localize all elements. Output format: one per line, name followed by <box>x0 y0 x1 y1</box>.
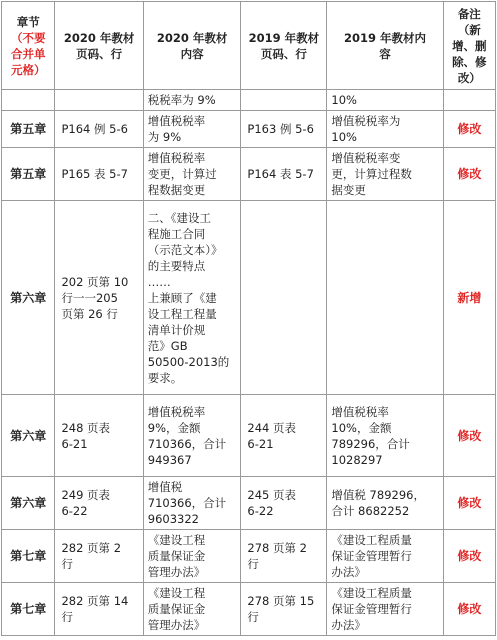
page-2020-cell <box>55 111 143 148</box>
page-2020-cell-line: P164 例 5-6 <box>61 122 128 136</box>
page-2020-cell-line: 6-21 <box>61 436 88 451</box>
table-row <box>2 111 496 148</box>
content-2019-cell-line: 更，计算过程数 <box>331 167 412 181</box>
header-2019-page: 2019 年教材 页码、行 <box>241 2 327 90</box>
page-2019-cell-line: 行 <box>247 610 259 624</box>
page-2020-cell-line: 行 <box>61 610 73 624</box>
content-2019-cell-line: 办法》 <box>331 565 366 579</box>
action-cell: 修改 <box>443 111 495 148</box>
content-2019-cell-line: 789296，合计 <box>331 436 410 451</box>
action-cell: 修改 <box>443 530 495 583</box>
header-2020-page: 2020 年教材 页码、行 <box>55 2 143 90</box>
chapter-cell: 第六章 <box>2 477 55 530</box>
content-2019-cell-line: 《建设工程质量 <box>331 533 412 547</box>
header-chapter-note: （不要 <box>10 30 46 45</box>
content-2020-cell-line: 变更，计算过 <box>147 167 217 181</box>
header-note: 备注 （新 增、删 除、修 改） <box>443 2 495 90</box>
content-2020-cell <box>143 148 241 201</box>
chapter-cell: 第六章 <box>2 395 55 477</box>
content-2019-cell-line: 10%，金额 <box>331 420 392 435</box>
header-chapter-note: 元格） <box>10 62 46 77</box>
comparison-table <box>1 1 496 636</box>
header-chapter-note: 合并单 <box>10 46 46 61</box>
page-2019-cell-line: 6-22 <box>247 504 274 518</box>
content-2020-cell-line: 增值税税率 <box>147 114 206 128</box>
content-2019-cell <box>327 111 443 148</box>
chapter-cell: 第六章 <box>2 201 55 395</box>
content-2020-cell-line: 质量保证金 <box>147 602 206 616</box>
action-cell: 修改 <box>443 148 495 201</box>
content-2019-cell <box>327 395 443 477</box>
header-chapter-label: 章节 <box>16 14 40 29</box>
content-2020-cell <box>143 90 241 111</box>
page-2020-cell <box>55 395 143 477</box>
content-2019-cell-line: 增值税税率变 <box>331 151 401 165</box>
content-2019-cell-line: 办法》 <box>331 618 366 632</box>
page-2020-cell <box>55 148 143 201</box>
action-cell: 新增 <box>443 201 495 395</box>
page-2019-cell-line: 行 <box>247 557 259 571</box>
content-2020-cell-line: 设工程工程量 <box>147 306 217 321</box>
page-2019-cell-line: 278 页第 2 <box>247 541 307 555</box>
chapter-cell: 第五章 <box>2 148 55 201</box>
content-2019-cell-line: 10% <box>331 130 357 144</box>
page-2019-cell-line: P163 例 5-6 <box>247 122 314 136</box>
page-2019-cell <box>241 530 327 583</box>
page-2019-cell <box>241 90 327 111</box>
content-2019-cell <box>327 583 443 636</box>
chapter-cell: 第七章 <box>2 530 55 583</box>
table-row <box>2 583 496 636</box>
page-2020-cell-line: 行 <box>61 557 73 571</box>
page-2020-cell-line: 248 页表 <box>61 420 111 435</box>
content-2020-cell-line: 要求。 <box>147 370 183 385</box>
content-2020-cell-line: 为 9% <box>147 130 182 144</box>
content-2019-cell-line: 合计 8682252 <box>331 504 410 518</box>
content-2019-cell <box>327 201 443 395</box>
content-2019-cell-line: 据变更 <box>331 183 366 197</box>
content-2020-cell-line: 9%，金额 <box>147 420 201 435</box>
page-2020-cell-line: 282 页第 2 <box>61 541 122 555</box>
chapter-cell: 第五章 <box>2 111 55 148</box>
page-2019-cell-line: P164 表 5-7 <box>247 167 314 181</box>
content-2020-cell-line: 管理办法》 <box>147 565 206 579</box>
content-2019-cell-line: 《建设工程质量 <box>331 586 412 600</box>
action-cell: 修改 <box>443 583 495 636</box>
action-cell: 修改 <box>443 477 495 530</box>
content-2020-cell-line: 710366，合计 <box>147 496 227 510</box>
content-2019-cell-line: 保证金管理暂行 <box>331 602 412 616</box>
action-cell: 修改 <box>443 395 495 477</box>
content-2020-cell-line: 增值税税率 <box>147 151 206 165</box>
chapter-cell: 第七章 <box>2 583 55 636</box>
table-row <box>2 530 496 583</box>
header-2019-content: 2019 年教材内 容 <box>327 2 443 90</box>
content-2020-cell-line: 的主要特点 <box>147 258 206 273</box>
page-2019-cell <box>241 477 327 530</box>
content-2019-cell-line: 保证金管理暂行 <box>331 549 412 563</box>
content-2020-cell <box>143 395 241 477</box>
page-2020-cell-line: 6-22 <box>61 504 88 518</box>
page-2020-cell-line: 249 页表 <box>61 488 111 502</box>
header-row <box>2 2 496 90</box>
content-2020-cell-line: （示范文本）》 <box>147 242 223 257</box>
content-2020-cell-line: 管理办法》 <box>147 618 206 632</box>
content-2019-cell-line: 增值税 789296， <box>331 488 425 502</box>
page-2019-cell-line: 6-21 <box>247 436 274 451</box>
content-2020-cell-line: 税税率为 9% <box>147 93 216 107</box>
page-2019-cell-line: 278 页第 15 <box>247 594 315 608</box>
header-chapter <box>2 2 55 90</box>
page-2020-cell-line: P165 表 5-7 <box>61 167 128 181</box>
content-2020-cell-line: …… <box>147 274 171 289</box>
content-2020-cell-line: 《建设工程 <box>147 586 206 600</box>
page-2020-cell <box>55 583 143 636</box>
page-2019-cell-line: 245 页表 <box>247 488 297 502</box>
content-2020-cell-line: 949367 <box>147 452 192 467</box>
table-row <box>2 148 496 201</box>
content-2020-cell-line: 50500-2013的 <box>147 354 230 369</box>
content-2020-cell <box>143 111 241 148</box>
content-2020-cell-line: 程数据变更 <box>147 183 206 197</box>
content-2019-cell-line: 10% <box>331 93 357 107</box>
content-2019-cell-line: 增值税税率 <box>331 404 389 419</box>
content-2020-cell-line: 上兼顾了《建 <box>147 290 217 305</box>
page-2020-cell <box>55 90 143 111</box>
content-2020-cell <box>143 583 241 636</box>
content-2020-cell-line: 二、《建设工 <box>147 210 212 225</box>
page-2019-cell <box>241 583 327 636</box>
content-2020-cell-line: 710366，合计 <box>147 436 227 451</box>
page-2020-cell-line: 282 页第 14 <box>61 594 129 608</box>
content-2020-cell-line: 《建设工程 <box>147 533 206 547</box>
page-2020-cell-line: 页第 26 行 <box>61 306 118 321</box>
content-2020-cell-line: 质量保证金 <box>147 549 206 563</box>
table-row <box>2 477 496 530</box>
content-2020-cell <box>143 530 241 583</box>
content-2020-cell-line: 清单计价规 <box>147 322 206 337</box>
content-2020-cell-line: 9603322 <box>147 512 199 526</box>
table-row <box>2 201 496 395</box>
content-2019-cell-line: 1028297 <box>331 452 383 467</box>
content-2020-cell <box>143 201 241 395</box>
content-2020-cell <box>143 477 241 530</box>
action-cell <box>443 90 495 111</box>
content-2020-cell-line: 程施工合同 <box>147 226 206 241</box>
content-2019-cell-line: 增值税税率为 <box>331 114 401 128</box>
content-2020-cell-line: 范》GB <box>147 338 188 353</box>
content-2019-cell <box>327 530 443 583</box>
page-2020-cell <box>55 201 143 395</box>
page-2019-cell <box>241 395 327 477</box>
page-2019-cell <box>241 111 327 148</box>
page-2020-cell-line: 202 页第 10 <box>61 274 129 289</box>
table-row <box>2 90 496 111</box>
chapter-cell <box>2 90 55 111</box>
content-2020-cell-line: 增值税税率 <box>147 404 206 419</box>
header-2020-content: 2020 年教材 内容 <box>143 2 241 90</box>
page-2020-cell-line: 行一一205 <box>61 290 118 305</box>
page-2019-cell <box>241 148 327 201</box>
page-2020-cell <box>55 530 143 583</box>
page-2020-cell <box>55 477 143 530</box>
content-2019-cell <box>327 148 443 201</box>
page-2019-cell <box>241 201 327 395</box>
content-2019-cell <box>327 477 443 530</box>
table-row <box>2 395 496 477</box>
content-2019-cell <box>327 90 443 111</box>
page-2019-cell-line: 244 页表 <box>247 420 297 435</box>
content-2020-cell-line: 增值税 <box>147 480 183 494</box>
